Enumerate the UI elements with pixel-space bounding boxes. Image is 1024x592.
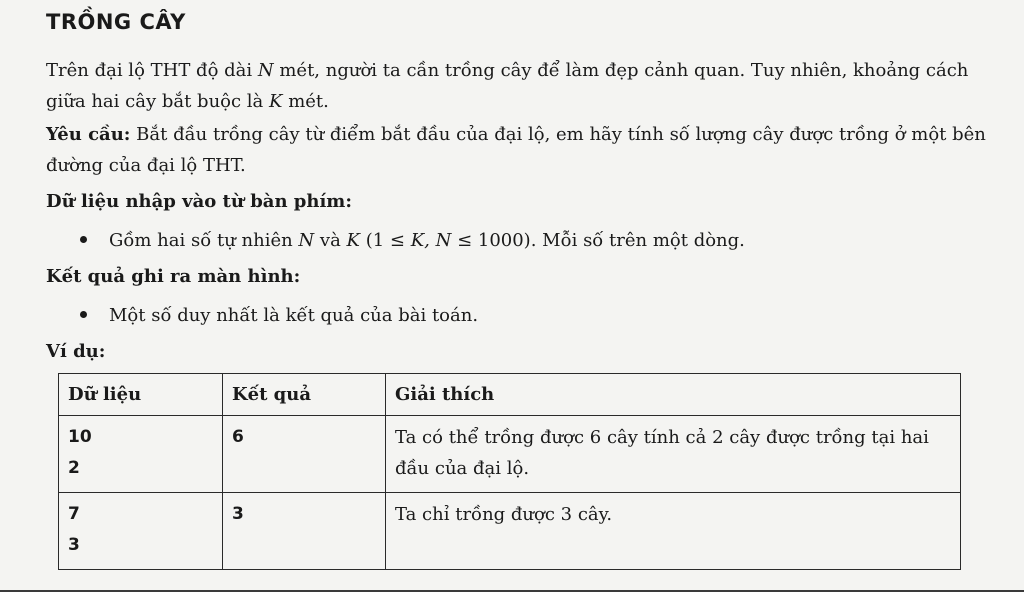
cell-output: 3 [223,493,386,570]
input-heading: Dữ liệu nhập vào từ bàn phím: [46,191,352,212]
bullet-dot-icon [80,311,87,318]
table-row [59,493,961,570]
var-k: K [269,91,283,112]
example-heading: Ví dụ: [46,341,106,362]
header-input: Dữ liệu [59,374,223,416]
header-output: Kết quả [223,374,386,416]
requirement-paragraph [46,119,986,181]
bullet-dot-icon [80,236,87,243]
header-explanation: Giải thích [386,374,961,416]
cell-explanation: Ta chỉ trồng được 3 cây. [386,493,961,570]
intro-paragraph: Trên đại lộ THT độ dài N mét, người ta cần trồng cây để làm đẹp cảnh quan. Tuy nhiên, khoảng cách giữa hai cây bắt buộc là K mét. [46,60,969,112]
cell-input: 10 2 [59,416,223,493]
cell-input: 7 3 [59,493,223,570]
table-row [59,416,961,493]
cell-explanation: Ta có thể trồng được 6 cây tính cả 2 cây được trồng tại hai đầu của đại lộ. [386,416,961,493]
output-heading: Kết quả ghi ra màn hình: [46,266,301,287]
var-n: N [257,60,274,81]
table-header-row [59,374,961,416]
cell-output: 6 [223,416,386,493]
output-bullet: Một số duy nhất là kết quả của bài toán. [80,300,478,331]
example-table [58,373,961,570]
problem-title: TRỒNG CÂY [46,10,186,34]
requirement-text: Bắt đầu trồng cây từ điểm bắt đầu của đại lộ, em hãy tính số lượng cây được trồng ở một bên đường của đại lộ THT. [46,124,986,176]
requirement-label: Yêu cầu: [46,124,131,145]
input-bullet: Gồm hai số tự nhiên N và K (1 ≤ K, N ≤ 1000). Mỗi số trên một dòng. [80,225,745,256]
